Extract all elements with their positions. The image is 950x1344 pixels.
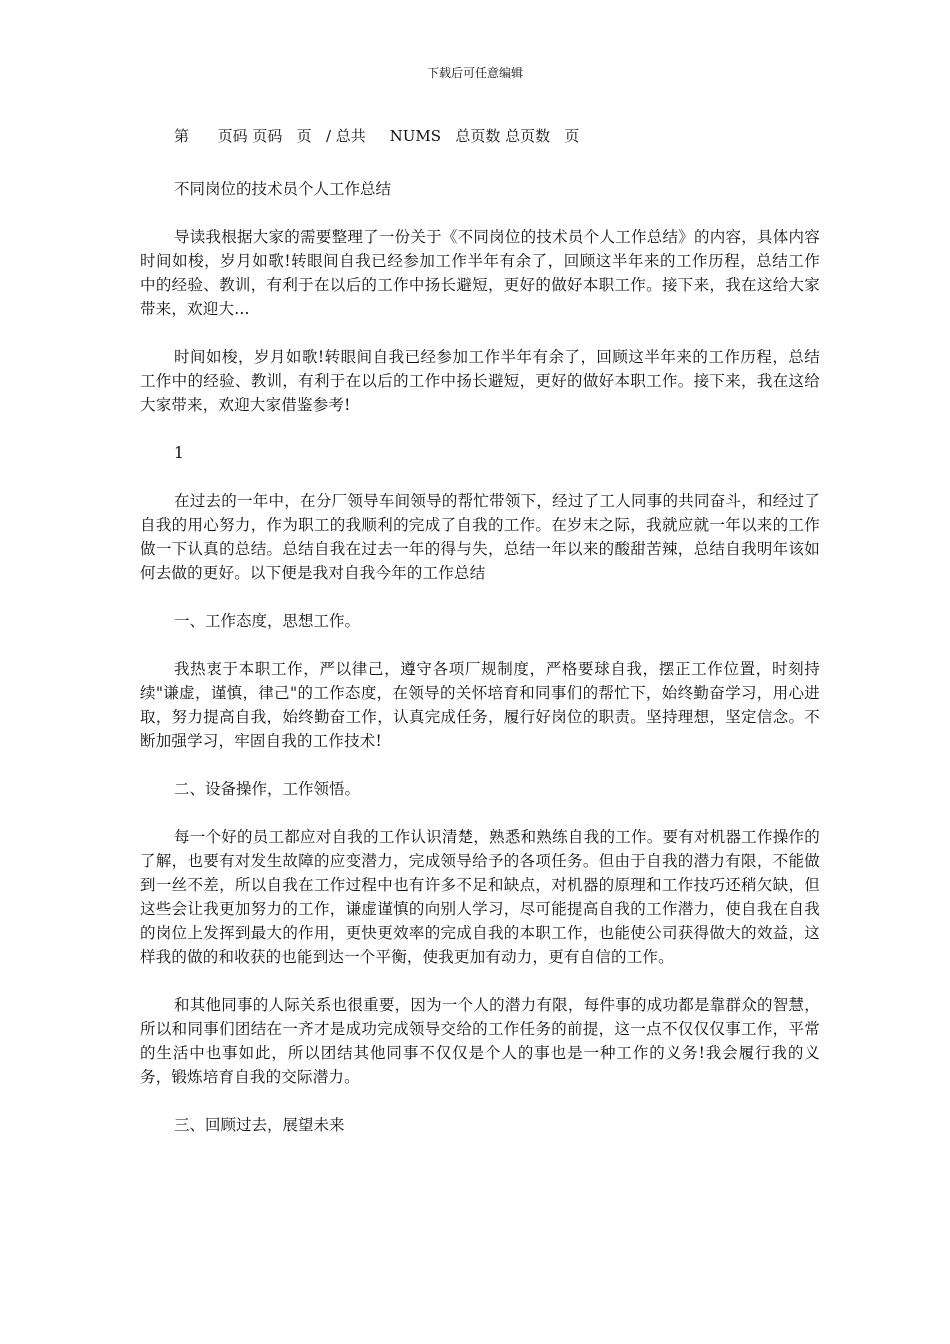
page-header: 下载后可任意编辑 [426,66,523,80]
paragraph-1: 时间如梭，岁月如歌!转眼间自我已经参加工作半年有余了，回顾这半年来的工作历程，总结工作中的经验、教训，有利于在以后的工作中扬长避短，更好的做好本职工作。接下来，我在这给大家带来，欢迎大家借鉴参考! [140,348,820,414]
intro-paragraph: 导读我根据大家的需要整理了一份关于《不同岗位的技术员个人工作总结》的内容，具体内容时间如梭，岁月如歌!转眼间自我已经参加工作半年有余了，回顾这半年来的工作历程，总结工作中的经验、教训，有利于在以后的工作中扬长避短，更好的做好本职工作。接下来，我在这给大家带来，欢迎大... [140,228,820,318]
document-title: 不同岗位的技术员个人工作总结 [174,180,392,198]
page-number-line: 第 页码 页码 页 / 总共 NUMS 总页数 总页数 页 [174,127,580,145]
paragraph-5: 和其他同事的人际关系也很重要，因为一个人的潜力有限，每件事的成功都是靠群众的智慧，所以和同事们团结在一齐才是成功完成领导交给的工作任务的前提，这一点不仅仅仅事工作，平常的生活中也事如此，所以团结其他同事不仅仅是个人的事也是一种工作的义务!我会履行我的义务，锻炼培育自我的交际潜力。 [140,996,820,1086]
paragraph-4: 每一个好的员工都应对自我的工作认识清楚，熟悉和熟练自我的工作。要有对机器工作操作的了解，也要有对发生故障的应变潜力，完成领导给予的各项任务。但由于自我的潜力有限，不能做到一丝不差，所以自我在工作过程中也有许多不足和缺点，对机器的原理和工作技巧还稍欠缺，但这些会让我更加努力的工作，谦虚谨慎的向别人学习，尽可能提高自我的工作潜力，使自我在自我的岗位上发挥到最大的作用，更快更效率的完成自我的本职工作，也能使公司获得做大的效益，这样我的做的和收获的也能到达一个平衡，使我更加有动力，更有自信的工作。 [140,828,820,966]
heading-2: 二、设备操作，工作领悟。 [174,780,361,798]
paragraph-2: 在过去的一年中，在分厂领导车间领导的帮忙带领下，经过了工人同事的共同奋斗，和经过了自我的用心努力，作为职工的我顺利的完成了自我的工作。在岁末之际，我就应就一年以来的工作做一下认真的总结。总结自我在过去一年的得与失，总结一年以来的酸甜苦辣，总结自我明年该如何去做的更好。以下便是我对自我今年的工作总结 [140,492,820,582]
heading-3: 三、回顾过去，展望未来 [174,1116,345,1134]
document-body [140,124,820,1161]
paragraph-3: 我热衷于本职工作，严以律己，遵守各项厂规制度，严格要球自我，摆正工作位置，时刻持续"谦虚，谨慎，律己"的工作态度，在领导的关怀培育和同事们的帮忙下，始终勤奋学习，用心进取，努力提高自我，始终勤奋工作，认真完成任务，履行好岗位的职责。坚持理想，坚定信念。不断加强学习，牢固自我的工作技术! [140,660,820,750]
section-number: 1 [174,444,184,462]
heading-1: 一、工作态度，思想工作。 [174,612,361,630]
